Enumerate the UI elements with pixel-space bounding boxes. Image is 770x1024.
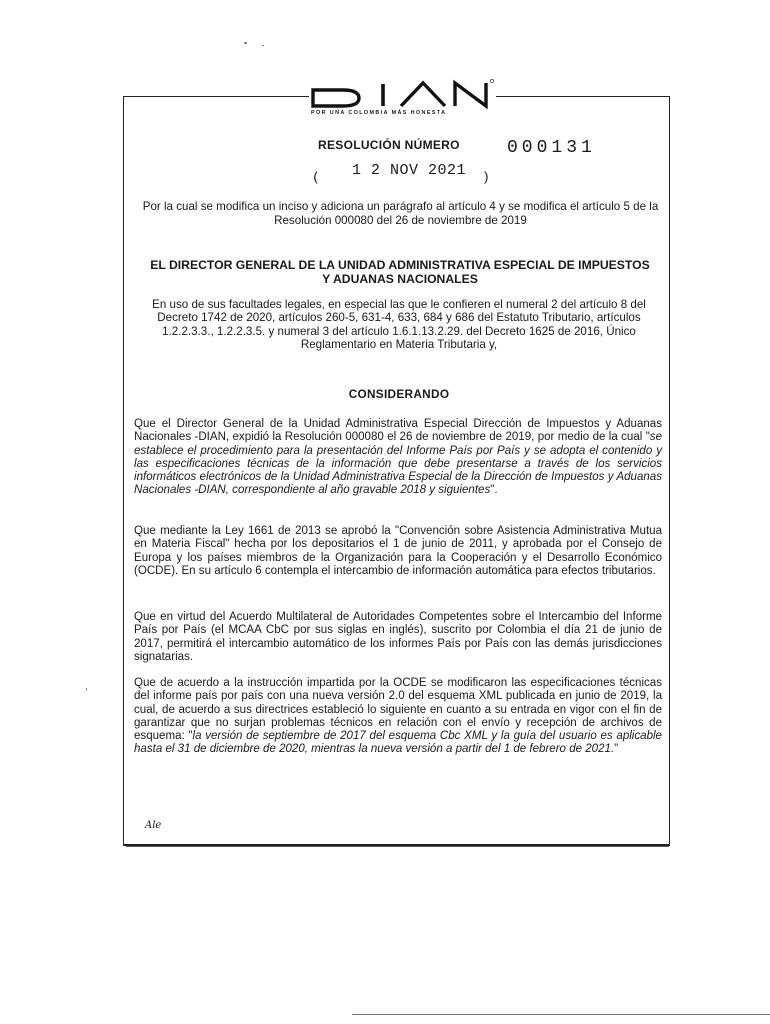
paragraph-1-text: Que el Director General de la Unidad Administrativa Especial Dirección de Impuestos y Aduanas Nacionales -DIAN, expidió la Resolución 000080 el 26 de noviembre de 2019, por medio de la cual " [134, 418, 662, 444]
paragraph-1-tail: ". [490, 484, 498, 497]
dian-logo-mark [309, 76, 495, 110]
resolution-number: 000131 [507, 138, 596, 158]
paragraph-1-quote: se establece el procedimiento para la presentación del Informe País por País y se adopta el contenido y las especificaciones técnicas de la información que debe presentarse a través de los servicios informáticos electrónicos de la Unidad Administrativa Especial de la Dirección de Impuestos y Aduanas Nacionales -DIAN, correspondiente al año gravable 2018 y siguientes [134, 431, 662, 497]
resolution-label: RESOLUCIÓN NÚMERO [318, 138, 460, 152]
resolution-summary: Por la cual se modifica un inciso y adiciona un parágrafo al artículo 4 y se modifica el artículo 5 de la Resolución 000080 del 26 de noviembre de 2019 [142, 200, 659, 227]
scan-speck [262, 45, 264, 46]
considerando-paragraph-4 [134, 677, 662, 757]
legal-basis-intro: En uso de sus facultades legales, en especial las que le confieren el numeral 2 del artículo 8 del Decreto 1742 de 2020, artículos 260-5, 631-4, 633, 684 y 686 del Estatuto Tributario, artículos 1.2.2.3.3., 1.2.2.3.5. y numeral 3 del artículo 1.6.1.13.2.29. del Decreto 1625 de 2016, Único Reglamentario en Materia Tributaria y, [152, 298, 646, 351]
paragraph-4-text: Que de acuerdo a la instrucción impartida por la OCDE se modificaron las especificaciones técnicas del informe país por país con una nueva versión 2.0 del esquema XML publicada en junio de 2019, la cual, de acuerdo a sus directrices estableció lo siguiente en cuanto a su entrada en vigor con el fin de garantizar que no surjan problemas técnicos en relación con el envío y recepción de archivos de esquema: " [134, 677, 662, 743]
considerando-heading: CONSIDERANDO [348, 387, 450, 401]
paragraph-4-quote: la versión de septiembre de 2017 del esquema Cbc XML y la guía del usuario es aplicable hasta el 31 de diciembre de 2020, mientras la nueva versión a partir del 1 de febrero de 2021. [134, 730, 662, 756]
date-close-paren: ) [482, 170, 490, 185]
resolution-date-stamp: 1 2 NOV 2021 [352, 162, 467, 179]
logo-slogan: POR UNA COLOMBIA MÁS HONESTA [311, 110, 447, 116]
date-open-paren: ( [312, 170, 320, 185]
scan-speck [86, 688, 87, 691]
dian-logo [309, 76, 495, 110]
frame-shadow-line [126, 846, 669, 847]
reviewer-initials: Ale [145, 820, 162, 831]
paragraph-4-tail: " [614, 743, 619, 756]
scan-speck [244, 42, 247, 44]
considerando-paragraph-3: Que en virtud del Acuerdo Multilateral de Autoridades Competentes sobre el Intercambio del Informe País por País (el MCAA CbC por sus siglas en inglés), suscrito por Colombia el día 21 de junio de 2017, permitirá el intercambio automático de los informes País por País con las demás jurisdicciones signatarias. [134, 611, 662, 663]
considerando-paragraph-1 [134, 418, 662, 498]
issuer-heading: EL DIRECTOR GENERAL DE LA UNIDAD ADMINISTRATIVA ESPECIAL DE IMPUESTOS Y ADUANAS NACIONALES [150, 258, 650, 286]
scan-bottom-edge [352, 1014, 770, 1015]
considerando-paragraph-2: Que mediante la Ley 1661 de 2013 se aprobó la "Convención sobre Asistencia Administrativa Mutua en Materia Fiscal" hecha por los depositarios el 1 de junio de 2011, y aprobada por el Consejo de Europa y los países miembros de la Organización para la Cooperación y el Desarrollo Económico (OCDE). En su artículo 6 contempla el intercambio de información automática para efectos tributarios. [134, 525, 662, 577]
